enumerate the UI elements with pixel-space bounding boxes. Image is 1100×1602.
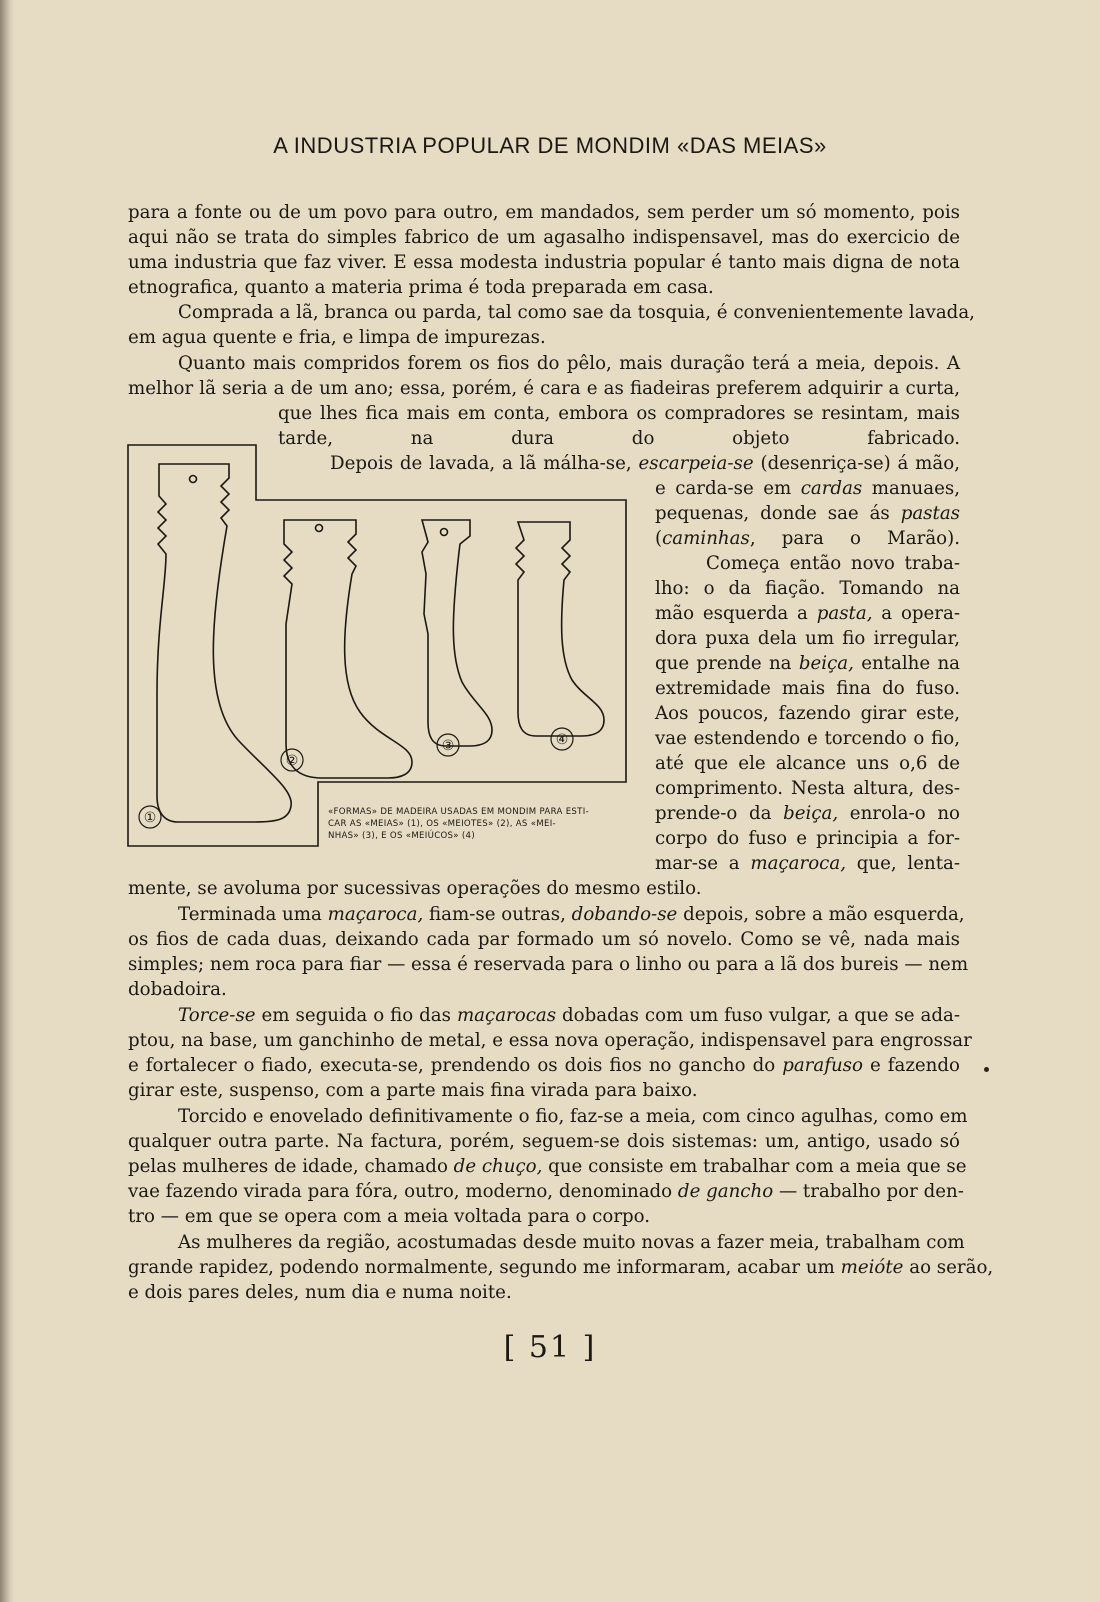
text-line: Terminada uma maçaroca, fiam-se outras, dobando-se depois, sobre a mão esquerda,: [178, 904, 965, 925]
text-line: Torcido e enovelado definitivamente o fio, faz-se a meia, com cinco agulhas, como em: [178, 1106, 968, 1127]
text-line: lho: o da fiação. Tomando na: [655, 578, 960, 599]
text-line: mão esquerda a pasta, a opera-: [655, 603, 960, 624]
text-line: Quanto mais compridos forem os fios do pêlo, mais duração terá a meia, depois. A: [178, 353, 960, 374]
page-number: [ 51 ]: [503, 1330, 597, 1365]
figure-caption: [328, 806, 630, 842]
text-line: Comprada a lã, branca ou parda, tal como sae da tosquia, é convenientemente lavada,: [178, 302, 975, 323]
text-line: Começa então novo traba-: [706, 553, 960, 574]
text-line: extremidade mais fina do fuso.: [655, 678, 960, 699]
caption-line: CAR AS «MEIAS» (1), OS «MEIOTES» (2), AS «MEI-: [328, 819, 556, 829]
text-line: aqui não se trata do simples fabrico de um agasalho indispensavel, mas do exercicio de: [128, 227, 960, 248]
form-3-meinha-outline: [422, 520, 492, 746]
text-line: simples; nem roca para fiar — essa é reservada para o linho ou para a lã dos bureis — nem: [128, 954, 969, 975]
caption-line: «FORMAS» DE MADEIRA USADAS EM MONDIM PARA ESTI-: [328, 807, 589, 817]
text-line: corpo do fuso e principia a for-: [655, 828, 960, 849]
text-line: Depois de lavada, a lã málha-se, escarpeia-se (desenriça-se) á mão,: [330, 453, 960, 474]
text-line: dobadoira.: [128, 979, 227, 1000]
text-line: etnografica, quanto a materia prima é toda preparada em casa.: [128, 277, 714, 298]
text-line: (caminhas, para o Marão).: [655, 528, 960, 549]
figure-stocking-forms: [126, 444, 656, 850]
text-line: pelas mulheres de idade, chamado de chuço, que consiste em trabalhar com a meia que se: [128, 1156, 967, 1177]
figure-frame: [128, 445, 626, 846]
text-line: grande rapidez, podendo normalmente, segundo me informaram, acabar um meióte ao serão,: [128, 1257, 994, 1278]
text-line: prende-o da beiça, enrola-o no: [655, 803, 960, 824]
running-head: A INDUSTRIA POPULAR DE MONDIM «DAS MEIAS»: [273, 133, 827, 158]
text-line: e carda-se em cardas manuaes,: [655, 478, 960, 499]
text-line: e fortalecer o fiado, executa-se, prendendo os dois fios no gancho do parafuso e fazendo: [128, 1055, 960, 1076]
text-line: ptou, na base, um ganchinho de metal, e essa nova operação, indispensavel para engrossar: [128, 1030, 972, 1051]
text-line: os fios de cada duas, deixando cada par formado um só novelo. Como se vê, nada mais: [128, 929, 960, 950]
text-line: Aos poucos, fazendo girar este,: [655, 703, 960, 724]
text-line: que lhes fica mais em conta, embora os compradores se resintam, mais: [278, 403, 960, 424]
form-1-hole: [190, 476, 197, 483]
text-line: para a fonte ou de um povo para outro, em mandados, sem perder um só momento, pois: [128, 202, 960, 223]
text-line: até que ele alcance uns o,6 de: [655, 753, 960, 774]
text-line: vae fazendo virada para fóra, outro, moderno, denominado de gancho — trabalho por den-: [128, 1181, 964, 1202]
figure-label-4: ④: [555, 732, 569, 748]
text-line: comprimento. Nesta altura, des-: [655, 778, 960, 799]
text-line: e dois pares deles, num dia e numa noite.: [128, 1282, 512, 1303]
text-line: em agua quente e fria, e limpa de impurezas.: [128, 327, 546, 348]
text-line: vae estendendo e torcendo o fio,: [655, 728, 960, 749]
figure-label-1: ①: [143, 810, 157, 826]
form-3-hole: [441, 529, 448, 536]
form-4-meiuco-outline: [516, 522, 604, 736]
text-line: melhor lã seria a de um ano; essa, porém, é cara e as fiadeiras preferem adquirir a curta,: [128, 378, 960, 399]
figure-line-art: [126, 444, 656, 850]
text-line: As mulheres da região, acostumadas desde muito novas a fazer meia, trabalham com: [178, 1232, 965, 1253]
form-2-meiote-outline: [284, 520, 412, 778]
text-line: que prende na beiça, entalhe na: [655, 653, 960, 674]
text-line: girar este, suspenso, com a parte mais fina virada para baixo.: [128, 1080, 698, 1101]
text-line: tarde, na dura do objeto fabricado.: [278, 428, 960, 449]
ink-speck: [984, 1067, 989, 1072]
caption-line: NHAS» (3), E OS «MEIÚCOS» (4): [328, 831, 475, 841]
text-line: Torce-se em seguida o fio das maçarocas dobadas com um fuso vulgar, a que se ada-: [178, 1005, 960, 1026]
text-line: pequenas, donde sae ás pastas: [655, 503, 960, 524]
figure-label-2: ②: [285, 753, 299, 769]
text-line: uma industria que faz viver. E essa modesta industria popular é tanto mais digna de nota: [128, 252, 960, 273]
figure-label-3: ③: [441, 738, 455, 754]
form-1-stocking-outline: [157, 464, 291, 822]
text-line: mar-se a maçaroca, que, lenta-: [655, 853, 960, 874]
text-line: mente, se avoluma por sucessivas operações do mesmo estilo.: [128, 878, 702, 899]
text-line: tro — em que se opera com a meia voltada para o corpo.: [128, 1206, 651, 1227]
text-line: dora puxa dela um fio irregular,: [655, 628, 960, 649]
text-line: qualquer outra parte. Na factura, porém, seguem-se dois sistemas: um, antigo, usado só: [128, 1131, 960, 1152]
form-2-hole: [316, 525, 323, 532]
